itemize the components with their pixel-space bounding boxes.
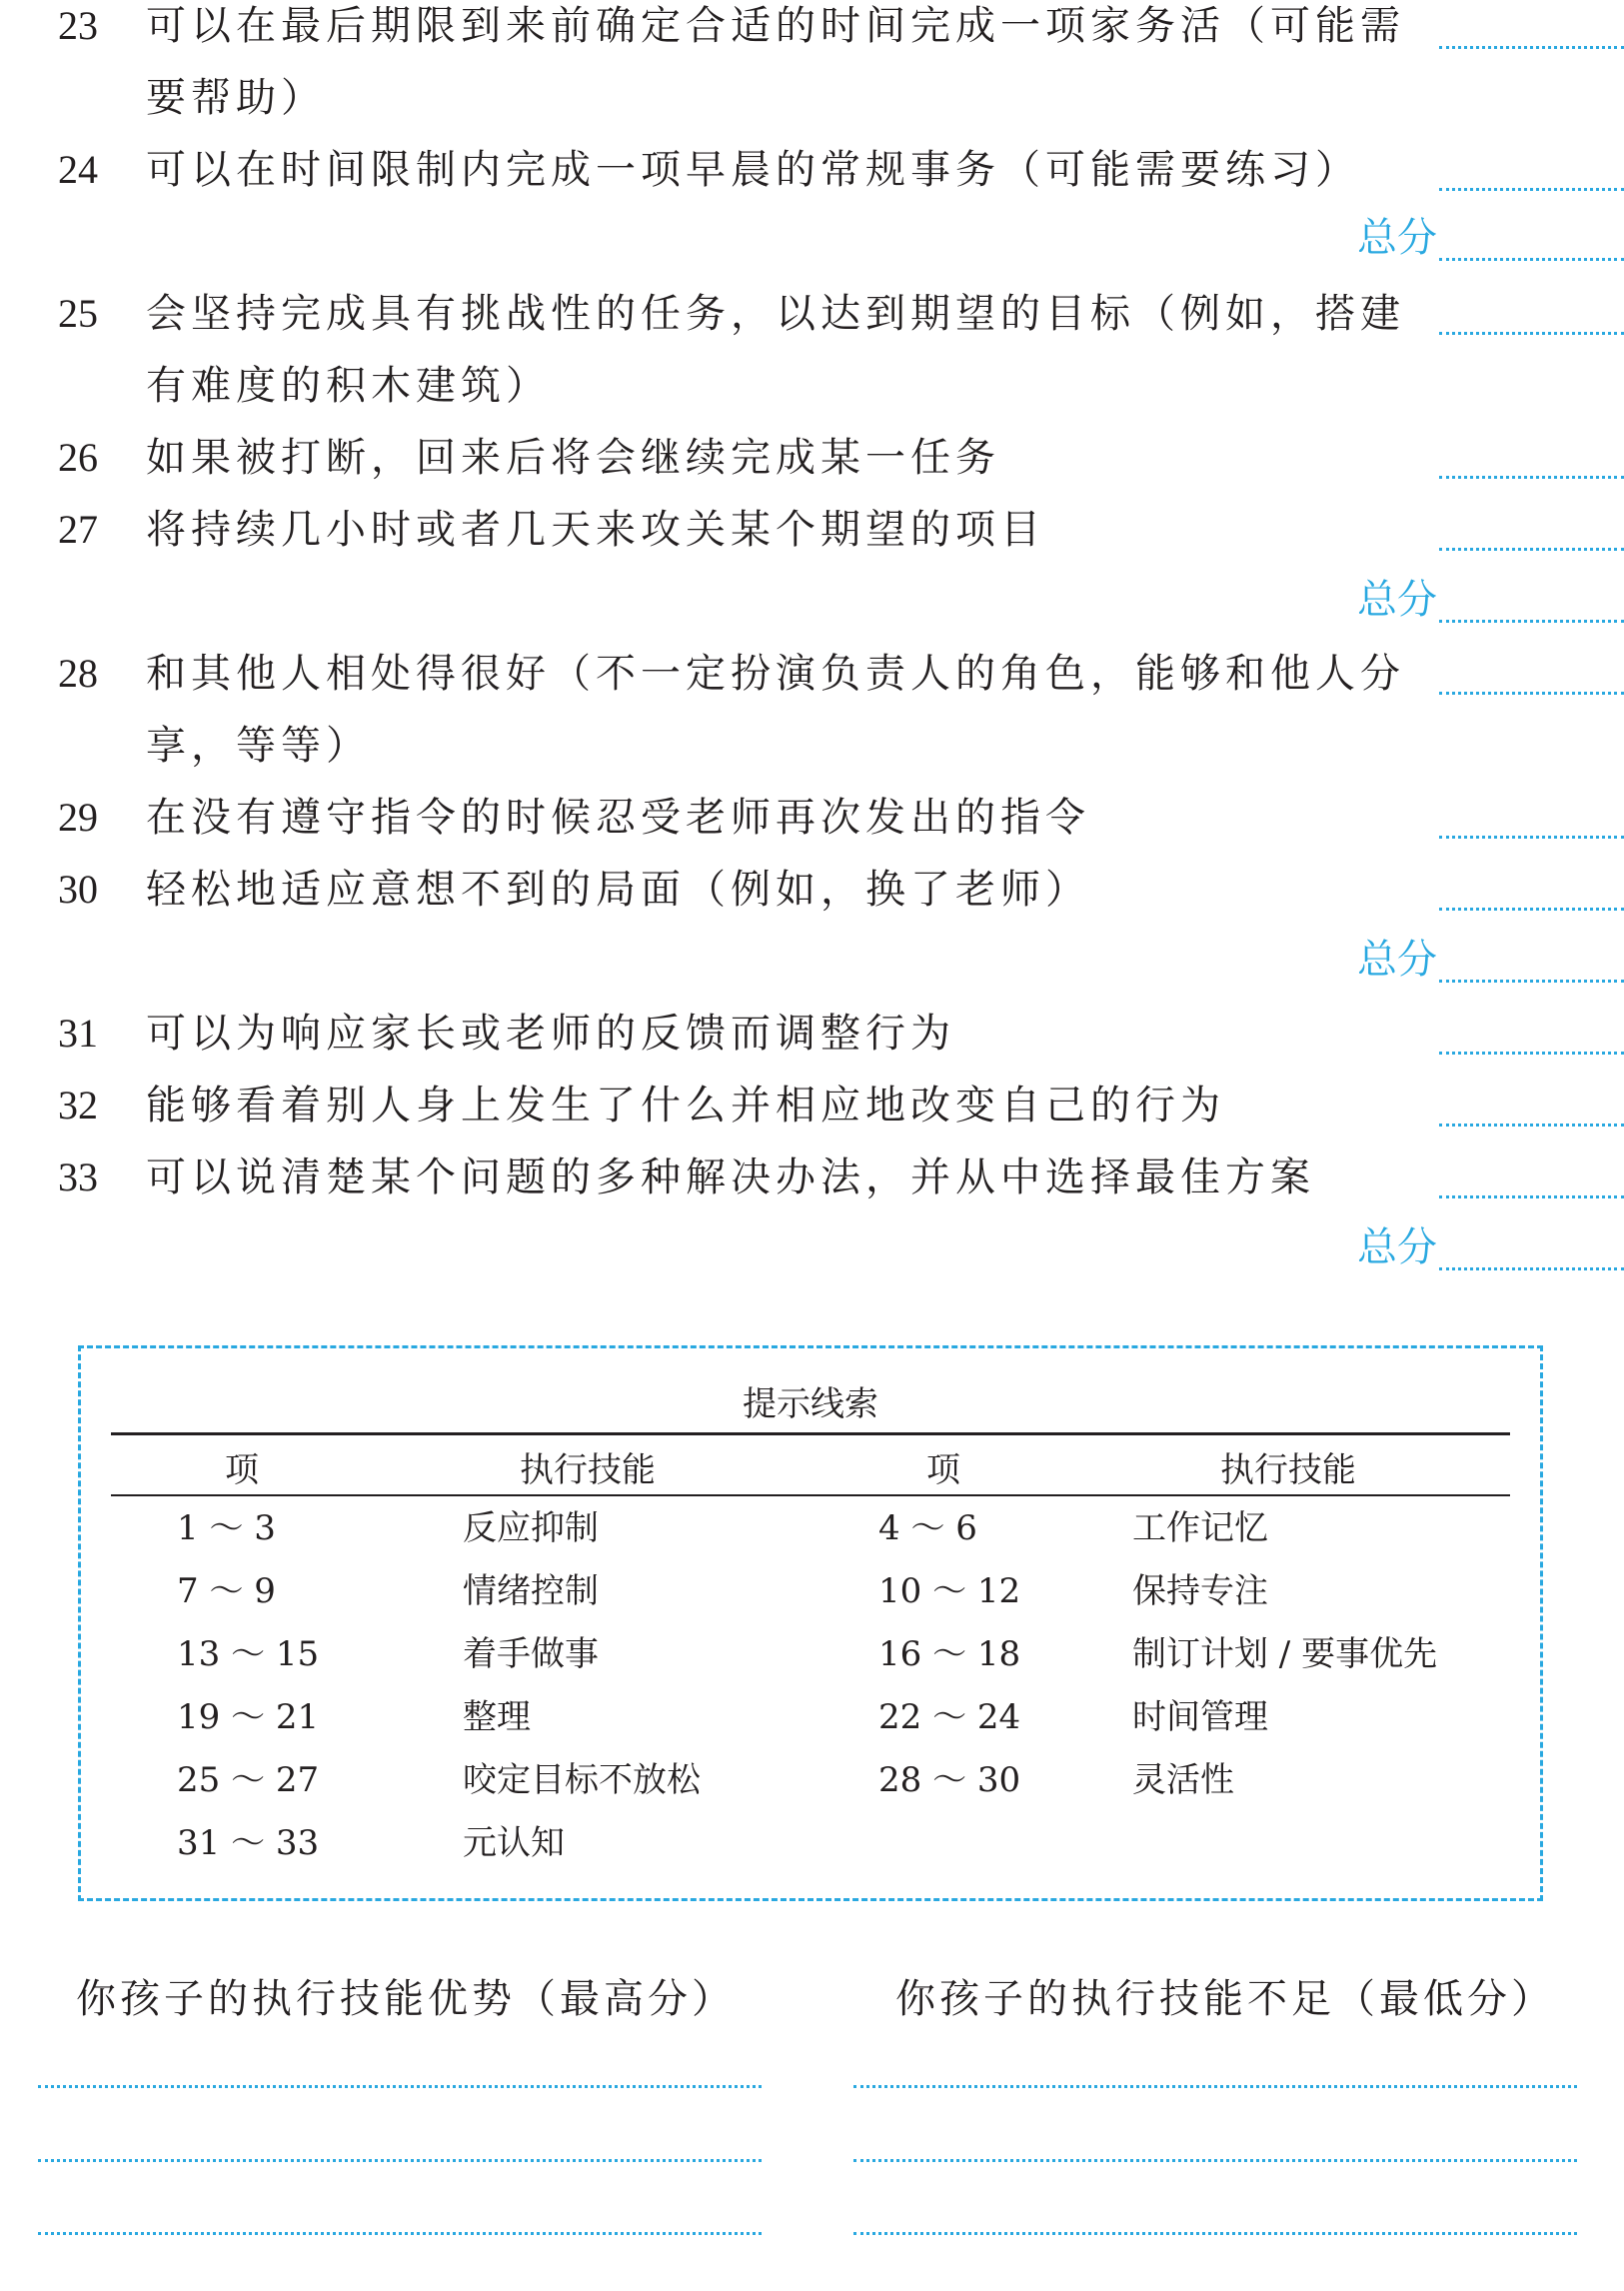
range-cell: 25 ～ 27 [177, 1760, 320, 1800]
item-text: 可以为响应家长或老师的反馈而调整行为 [146, 1011, 955, 1057]
item-text: 如果被打断，回来后将会继续完成某一任务 [146, 435, 1000, 481]
item-number: 25 [58, 291, 98, 336]
skill-cell: 工作记忆 [1132, 1508, 1268, 1548]
range-cell: 10 ～ 12 [878, 1571, 1021, 1611]
total-blank[interactable] [1439, 1267, 1624, 1270]
item-row [0, 868, 1624, 940]
item-text: 和其他人相处得很好（不一定扮演负责人的角色，能够和他人分享，等等） [146, 651, 1405, 769]
item-number: 24 [58, 147, 98, 192]
score-blank[interactable] [1439, 332, 1624, 335]
hint-title: 提示线索 [743, 1384, 878, 1424]
range-cell: 19 ～ 21 [177, 1697, 320, 1737]
weaknesses-label: 你孩子的执行技能不足（最低分） [895, 1976, 1555, 2022]
item-number: 31 [58, 1011, 98, 1056]
strengths-line-2[interactable] [38, 2159, 762, 2162]
score-blank[interactable] [1439, 188, 1624, 191]
item-text: 在没有遵守指令的时候忍受老师再次发出的指令 [146, 795, 1090, 841]
strengths-line-3[interactable] [38, 2232, 762, 2235]
weaknesses-line-2[interactable] [853, 2159, 1577, 2162]
item-number: 27 [58, 507, 98, 552]
range-cell: 16 ～ 18 [878, 1634, 1021, 1674]
item-row [0, 148, 1624, 220]
item-number: 32 [58, 1083, 98, 1128]
score-blank[interactable] [1439, 548, 1624, 551]
total-blank[interactable] [1439, 620, 1624, 623]
item-text: 可以在时间限制内完成一项早晨的常规事务（可能需要练习） [146, 147, 1360, 193]
total-label: 总分 [1357, 215, 1437, 261]
header-item-right: 项 [926, 1450, 960, 1490]
hint-box [78, 1345, 1543, 1901]
total-blank[interactable] [1439, 980, 1624, 983]
skill-cell: 灵活性 [1132, 1760, 1234, 1800]
weaknesses-line-3[interactable] [853, 2232, 1577, 2235]
item-number: 23 [58, 3, 98, 48]
item-number: 30 [58, 867, 98, 912]
total-blank[interactable] [1439, 258, 1624, 261]
score-blank[interactable] [1439, 1195, 1624, 1198]
item-row [0, 4, 1624, 148]
range-cell: 31 ～ 33 [177, 1823, 320, 1863]
item-text: 将持续几小时或者几天来攻关某个期望的项目 [146, 507, 1045, 553]
skill-cell: 时间管理 [1132, 1697, 1268, 1737]
header-item-left: 项 [225, 1450, 259, 1490]
item-text: 可以在最后期限到来前确定合适的时间完成一项家务活（可能需要帮助） [146, 3, 1405, 121]
skill-cell: 着手做事 [463, 1634, 599, 1674]
score-blank[interactable] [1439, 476, 1624, 479]
total-label: 总分 [1357, 577, 1437, 623]
item-text: 能够看着别人身上发生了什么并相应地改变自己的行为 [146, 1083, 1225, 1129]
total-label: 总分 [1357, 1224, 1437, 1270]
item-row [0, 1155, 1624, 1227]
item-number: 33 [58, 1154, 98, 1199]
item-row [0, 652, 1624, 796]
skill-cell: 情绪控制 [463, 1571, 599, 1611]
score-blank[interactable] [1439, 1124, 1624, 1127]
item-text: 可以说清楚某个问题的多种解决办法，并从中选择最佳方案 [146, 1154, 1315, 1200]
item-row [0, 508, 1624, 580]
skill-cell: 保持专注 [1132, 1571, 1268, 1611]
header-skill-right: 执行技能 [1220, 1450, 1356, 1490]
range-cell: 7 ～ 9 [177, 1571, 276, 1611]
skill-cell: 整理 [463, 1697, 531, 1737]
item-text: 会坚持完成具有挑战性的任务，以达到期望的目标（例如，搭建有难度的积木建筑） [146, 291, 1405, 409]
range-cell: 28 ～ 30 [878, 1760, 1021, 1800]
range-cell: 13 ～ 15 [177, 1634, 320, 1674]
skill-cell: 咬定目标不放松 [463, 1760, 701, 1800]
item-number: 28 [58, 651, 98, 696]
item-number: 29 [58, 795, 98, 840]
score-blank[interactable] [1439, 692, 1624, 695]
score-blank[interactable] [1439, 836, 1624, 839]
strengths-line-1[interactable] [38, 2085, 762, 2088]
strengths-label: 你孩子的执行技能优势（最高分） [76, 1976, 736, 2022]
total-label: 总分 [1357, 937, 1437, 983]
table-header-rule [111, 1494, 1510, 1496]
skill-cell: 制订计划 / 要事优先 [1132, 1634, 1438, 1674]
score-blank[interactable] [1439, 46, 1624, 49]
weaknesses-line-1[interactable] [853, 2085, 1577, 2088]
range-cell: 22 ～ 24 [878, 1697, 1021, 1737]
score-blank[interactable] [1439, 908, 1624, 911]
range-cell: 1 ～ 3 [177, 1508, 276, 1548]
skill-cell: 反应抑制 [463, 1508, 599, 1548]
item-text: 轻松地适应意想不到的局面（例如，换了老师） [146, 867, 1090, 913]
score-blank[interactable] [1439, 1052, 1624, 1055]
skill-cell: 元认知 [463, 1823, 565, 1863]
item-number: 26 [58, 435, 98, 480]
total-row [0, 1225, 1624, 1297]
range-cell: 4 ～ 6 [878, 1508, 977, 1548]
item-row [0, 292, 1624, 436]
table-top-rule [111, 1432, 1510, 1435]
header-skill-left: 执行技能 [520, 1450, 656, 1490]
